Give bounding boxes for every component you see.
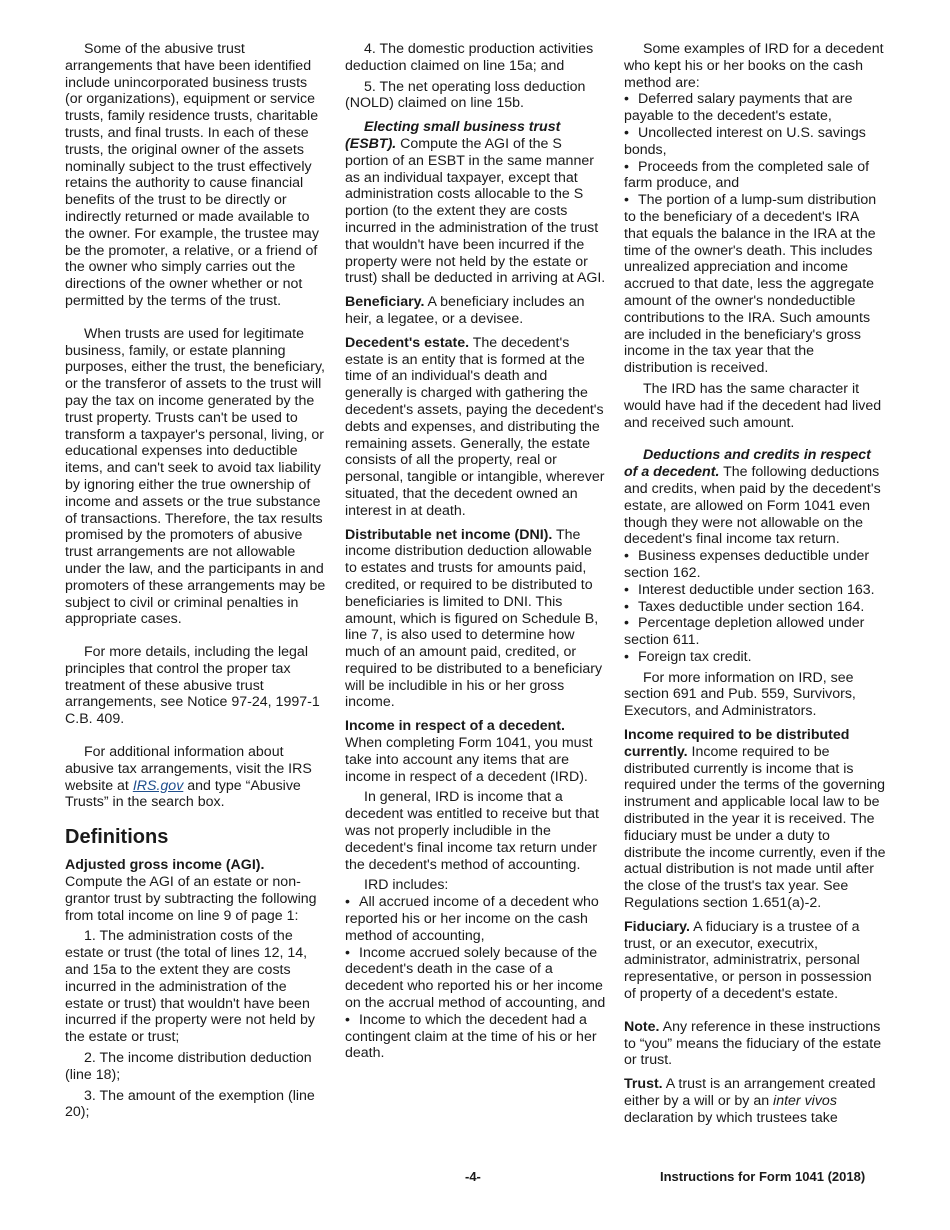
more-info-ird: For more information on IRD, see section 691 and Pub. 559, Survivors, Executors, and Administrators. <box>624 669 856 720</box>
income-required-text: Income required to be distributed currently is income that is required under the terms of the governing instrument and applicable local law to be distributed in the year it is received. The fiduciary must be under a duty to distribute the income currently, even if the actual distribution is not made until after the close of the trust's tax year. See Regulations section 1.651(a)-2. <box>624 743 886 912</box>
trust-text-1: A trust is an arrangement created either by a will or by an <box>624 1076 876 1110</box>
bullet-icon: • <box>345 944 350 961</box>
abusive-trust-paragraph-1: Some of the abusive trust arrangements that have been identified include unincorporated business trusts (or organizations), equipment or service trusts, family residence trusts, charitable trusts, and final trusts. In each of these trusts, the original owner of the assets nominally subject to the trust effectively retains the authority to cause financial benefits of the trust to be directly or indirectly returned or made available to the owner. For example, the trustee may be the promoter, a relative, or a friend of the owner who simply carries out the directions of the owner whether or not permitted by the terms of the trust. <box>65 41 319 309</box>
column-1 <box>65 41 327 1121</box>
list-item-text: Percentage depletion allowed under section 611. <box>624 615 865 649</box>
dni-definition <box>345 527 607 712</box>
bullet-icon: • <box>624 91 629 108</box>
ird-examples-intro: Some examples of IRD for a decedent who kept his or her books on the cash method are: <box>624 41 884 91</box>
agi-item-5: 5. The net operating loss deduction (NOLD) claimed on line 15b. <box>345 78 586 112</box>
list-item <box>624 125 886 159</box>
agi-term: Adjusted gross income (AGI). <box>65 857 265 874</box>
income-required-term: Income required to be distributed currently. <box>624 727 850 760</box>
bullet-icon: • <box>624 581 629 598</box>
list-item <box>624 649 886 666</box>
list-item <box>624 615 886 649</box>
bullet-icon: • <box>624 648 629 665</box>
definitions-heading: Definitions <box>65 826 169 849</box>
dni-text: The income distribution deduction allowable to estates and trusts for amounts paid, credited, or required to be distributed to beneficiaries is limited to DNI. This amount, which is figured on Schedule B, line 7, is also used to determine how much of an amount paid, credited, or required to be distributed to a beneficiary will be includible in his or her gross income. <box>345 526 603 711</box>
income-required-definition <box>624 727 886 912</box>
agi-definition <box>65 857 327 924</box>
bullet-icon: • <box>345 1011 350 1028</box>
column-2 <box>345 41 607 1062</box>
ird-definition <box>345 718 607 785</box>
trust-term: Trust. <box>624 1076 663 1093</box>
esbt-definition <box>345 119 607 287</box>
list-item <box>345 945 607 1012</box>
list-item-text: The portion of a lump-sum distribution to the beneficiary of a decedent's IRA that equals the balance in the IRA at the time of the owner's death. This includes unrealized appreciation and income accrued to that date, less the aggregate amount of the owner's nondeductible contributions to the IRA. Such amounts are included in the beneficiary's gross income in the tax year that the distribution is received. <box>624 192 877 377</box>
list-item-text: Interest deductible under section 163. <box>638 581 875 598</box>
bullet-icon: • <box>624 615 629 632</box>
list-item <box>345 1012 607 1062</box>
fiduciary-definition <box>624 919 886 1003</box>
agi-text: Compute the AGI of an estate or non-grantor trust by subtracting the following from total income on line 9 of page 1: <box>65 874 317 924</box>
bullet-icon: • <box>624 124 629 141</box>
list-item <box>624 159 886 193</box>
list-item-text: Income to which the decedent had a contingent claim at the time of his or her death. <box>345 1011 597 1062</box>
deductions-credits-text: The following deductions and credits, when paid by the decedent's estate, are allowed on Form 1041 even though they were not allowable on the decedent's final income tax return. <box>624 464 881 548</box>
ird-character-paragraph: The IRD has the same character it would have had if the decedent had lived and received such amount. <box>624 380 882 431</box>
p4-pre-text: For additional information about abusive tax arrangements, visit the IRS website at <box>65 744 312 794</box>
list-item-text: Taxes deductible under section 164. <box>638 598 865 615</box>
list-item-text: Proceeds from the completed sale of farm produce, and <box>624 158 870 192</box>
list-item-text: Deferred salary payments that are payable to the decedent's estate, <box>624 91 853 125</box>
dni-term: Distributable net income (DNI). <box>345 526 553 543</box>
list-item <box>624 582 886 599</box>
trust-text-2: declaration by which trustees take <box>624 1109 838 1126</box>
decedents-estate-text: The decedent's estate is an entity that is formed at the time of an individual's death and generally is charged with gathering the decedent's assets, paying the decedent's debts and expenses, and distributing the remaining assets. Generally, the estate consists of all the property, real or personal, tangible or intangible, wherever situated, that the decedent owned an interest in at death. <box>345 334 605 519</box>
agi-item-3: 3. The amount of the exemption (line 20); <box>65 1087 315 1121</box>
abusive-trust-paragraph-2: When trusts are used for legitimate business, family, or estate planning purposes, either the trust, the beneficiary, or the transferor of assets to the trust will pay the tax on income generated by the trust property. Trusts can't be used to transform a taxpayer's personal, living, or educational expenses into deductible items, and can't seek to avoid tax liability by ignoring either the true ownership of income and assets or the true substance of transactions. Therefore, the tax results promised by the promoters of abusive trust arrangements are not allowable under the law, and the participants in and promoters of these arrangements may be subject to civil or criminal penalties in appropriate cases. <box>65 325 326 628</box>
fiduciary-text: A fiduciary is a trustee of a trust, or an executor, executrix, administrator, administratrix, personal representative, or person in possession of property of a decedent's estate. <box>624 918 872 1003</box>
decedents-estate-term: Decedent's estate. <box>345 334 470 351</box>
list-item-text: All accrued income of a decedent who reported his or her income on the cash method of accounting, <box>345 894 599 944</box>
irs-gov-link[interactable]: IRS.gov <box>132 777 184 794</box>
list-item <box>624 548 886 582</box>
note-term: Note. <box>624 1018 660 1035</box>
ird-includes: IRD includes: <box>364 877 449 894</box>
trust-italic: inter vivos <box>773 1093 837 1110</box>
ird-paragraph-2: In general, IRD is income that a decedent was entitled to receive but that was not properly includible in the decedent's final income tax return under the decedent's method of accounting. <box>345 789 599 873</box>
list-item-text: Uncollected interest on U.S. savings bonds, <box>624 124 866 158</box>
beneficiary-term: Beneficiary. <box>345 294 425 311</box>
esbt-term: Electing small business trust (ESBT). <box>345 119 561 152</box>
list-item <box>624 599 886 616</box>
deductions-credits-definition <box>624 447 886 548</box>
list-item-text: Foreign tax credit. <box>638 648 752 665</box>
agi-item-4: 4. The domestic production activities deduction claimed on line 15a; and <box>345 41 594 74</box>
agi-item-2: 2. The income distribution deduction (line 18); <box>65 1050 312 1083</box>
deductions-credits-term: Deductions and credits in respect of a decedent. <box>624 447 871 481</box>
list-item-text: Business expenses deductible under section 162. <box>624 548 870 581</box>
note-paragraph <box>624 1019 886 1069</box>
list-item <box>624 91 886 125</box>
list-item-text: Income accrued solely because of the decedent's death in the case of a decedent who reported his or her income on the accrual method of accounting, and <box>345 944 606 1012</box>
ird-text: When completing Form 1041, you must take into account any items that are income in respect of a decedent (IRD). <box>345 735 593 785</box>
decedents-estate-definition <box>345 335 607 520</box>
abusive-trust-paragraph-4 <box>65 744 327 811</box>
beneficiary-text: A beneficiary includes an heir, a legatee, or a devisee. <box>345 294 585 327</box>
abusive-trust-paragraph-3: For more details, including the legal principles that control the proper tax treatment of these abusive trust arrangements, see Notice 97-24, 1997-1 C.B. 409. <box>65 644 320 728</box>
bullet-icon: • <box>345 894 350 911</box>
column-3 <box>624 41 886 1127</box>
ird-term: Income in respect of a decedent. <box>345 718 565 735</box>
agi-item-1: 1. The administration costs of the estate or trust (the total of lines 12, 14, and 15a to the extent they are costs incurred in the administration of the estate or trust) that wouldn't have been incurred if the property were not held by the estate or trust; <box>65 928 315 1046</box>
list-item <box>624 192 886 377</box>
note-text: Any reference in these instructions to “you” means the fiduciary of the estate or trust. <box>624 1018 882 1069</box>
bullet-icon: • <box>624 158 629 175</box>
trust-definition <box>624 1076 886 1126</box>
p4-post-text: and type “Abusive Trusts” in the search box. <box>65 777 301 811</box>
page-number: -4- <box>465 1169 481 1184</box>
bullet-icon: • <box>624 548 629 565</box>
list-item <box>345 894 607 944</box>
bullet-icon: • <box>624 192 629 209</box>
esbt-text: Compute the AGI of the S portion of an ESBT in the same manner as an individual taxpayer, except that administration costs allocable to the S portion (to the extent they are costs incurred in the administration of the trust that wouldn't have been incurred if the property were not held by the estate or trust) shall be deducted in arriving at AGI. <box>345 135 606 287</box>
beneficiary-definition <box>345 294 607 328</box>
bullet-icon: • <box>624 598 629 615</box>
footer-title: Instructions for Form 1041 (2018) <box>660 1169 866 1184</box>
fiduciary-term: Fiduciary. <box>624 918 690 935</box>
